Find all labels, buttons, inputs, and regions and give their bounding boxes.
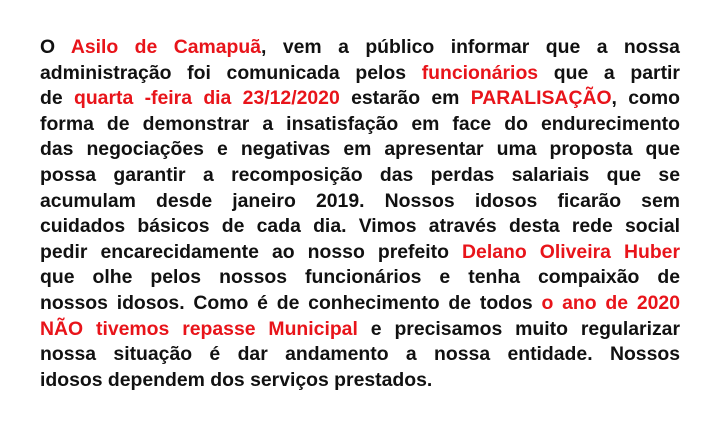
body-text: nossa situação é dar andamento a nossa entidade. Nossos — [40, 343, 680, 366]
notice-line — [40, 112, 680, 138]
body-text: idosos dependem dos serviços prestados. — [40, 368, 433, 391]
notice-line — [40, 265, 680, 291]
notice-line — [40, 214, 680, 240]
notice-line — [40, 342, 680, 368]
body-text: possa garantir a recomposição das perdas salariais que se — [40, 163, 680, 186]
notice-line — [40, 163, 680, 189]
body-text: que olhe pelos nossos funcionários e tenha compaixão de — [40, 266, 680, 289]
notice-line — [40, 86, 680, 112]
body-text: forma de demonstrar a insatisfação em face do endurecimento — [40, 112, 680, 135]
notice-line — [40, 189, 680, 215]
body-text: estarão em — [339, 87, 471, 110]
notice-line — [40, 240, 680, 266]
notice-line — [40, 368, 680, 394]
highlighted-text: quarta -feira dia 23/12/2020 — [73, 87, 340, 110]
notice-text — [40, 35, 680, 393]
highlighted-text: funcionários — [421, 61, 539, 84]
highlighted-text: Delano Oliveira Huber — [462, 240, 681, 263]
body-text: nossos idosos. Como é de conhecimento de todos — [40, 291, 542, 314]
body-text: de — [40, 87, 74, 110]
highlighted-text: o ano de 2020 — [541, 291, 680, 314]
body-text: que a partir — [538, 61, 680, 84]
body-text: e precisamos muito regularizar — [357, 317, 680, 340]
notice-line — [40, 291, 680, 317]
body-text: O — [40, 36, 71, 58]
body-text: acumulam desde janeiro 2019. Nossos idosos ficarão sem — [40, 189, 680, 212]
notice-line — [40, 35, 680, 61]
highlighted-text: Asilo de Camapuã — [70, 36, 262, 58]
highlighted-text: NÃO tivemos repasse Municipal — [40, 317, 358, 340]
body-text: administração foi comunicada pelos — [40, 61, 422, 84]
body-text: pedir encarecidamente ao nosso prefeito — [40, 240, 463, 263]
notice-line — [40, 61, 680, 87]
body-text: , como — [611, 87, 680, 110]
body-text: das negociações e negativas em apresentar uma proposta que — [40, 138, 680, 161]
body-text: , vem a público informar que a nossa — [261, 36, 680, 58]
notice-line — [40, 137, 680, 163]
highlighted-text: PARALISAÇÃO — [470, 87, 612, 110]
notice-line — [40, 317, 680, 343]
body-text: cuidados básicos de cada dia. Vimos através desta rede social — [40, 215, 680, 238]
